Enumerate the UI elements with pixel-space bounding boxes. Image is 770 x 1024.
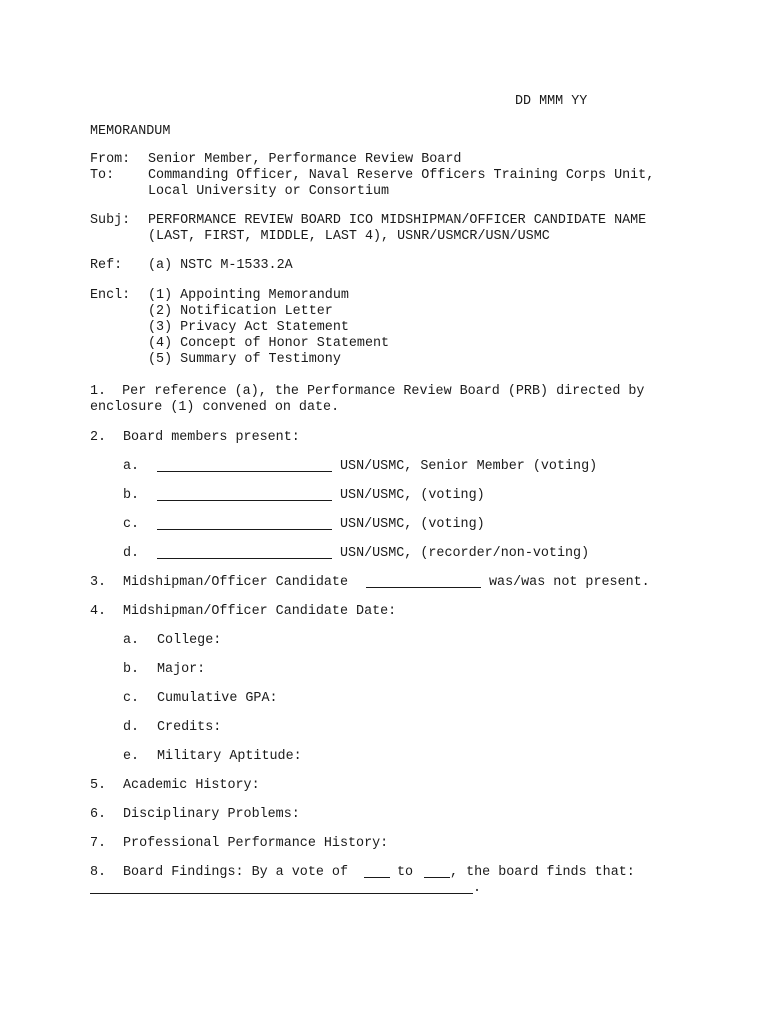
para5-number: 5. (90, 778, 107, 793)
subj-label: Subj: (90, 213, 131, 228)
memo-date: DD MMM YY (515, 94, 588, 109)
vote-against-blank[interactable] (424, 865, 450, 878)
member-name-blank[interactable] (157, 459, 332, 472)
enclosure-item: (4) Concept of Honor Statement (148, 336, 390, 351)
memo-doc-type: MEMORANDUM (90, 124, 171, 139)
data-item-label: Military Aptitude: (157, 749, 302, 764)
para4-text: Midshipman/Officer Candidate Date: (123, 604, 397, 619)
para8-mid: to (397, 865, 414, 880)
para3-suffix: was/was not present. (489, 575, 650, 590)
ref-value: (a) NSTC M-1533.2A (148, 258, 293, 273)
data-item-letter: e. (123, 749, 140, 764)
to-label: To: (90, 168, 115, 183)
para6-text: Disciplinary Problems: (123, 807, 300, 822)
member-name-blank[interactable] (157, 546, 332, 559)
para8-number: 8. (90, 865, 107, 880)
para2-text: Board members present: (123, 430, 300, 445)
para5-text: Academic History: (123, 778, 260, 793)
enclosure-item: (1) Appointing Memorandum (148, 288, 349, 303)
enclosure-item: (2) Notification Letter (148, 304, 333, 319)
to-value-line2: Local University or Consortium (148, 184, 390, 199)
member-name-blank[interactable] (157, 488, 332, 501)
data-item-letter: d. (123, 720, 140, 735)
from-value: Senior Member, Performance Review Board (148, 152, 462, 167)
member-suffix: USN/USMC, Senior Member (voting) (340, 459, 598, 474)
member-suffix: USN/USMC, (voting) (340, 517, 485, 532)
para3-prefix: Midshipman/Officer Candidate (123, 575, 348, 590)
enclosure-item: (3) Privacy Act Statement (148, 320, 349, 335)
ref-label: Ref: (90, 258, 123, 273)
member-suffix: USN/USMC, (voting) (340, 488, 485, 503)
findings-blank[interactable] (90, 881, 473, 894)
para7-text: Professional Performance History: (123, 836, 389, 851)
subj-line2: (LAST, FIRST, MIDDLE, LAST 4), USNR/USMCR/USN/USMC (148, 229, 550, 244)
data-item-label: Cumulative GPA: (157, 691, 278, 706)
data-item-letter: b. (123, 662, 140, 677)
encl-label: Encl: (90, 288, 131, 303)
data-item-label: College: (157, 633, 222, 648)
enclosure-item: (5) Summary of Testimony (148, 352, 341, 367)
para8-end: . (473, 881, 482, 896)
member-letter: b. (123, 488, 140, 503)
to-value-line1: Commanding Officer, Naval Reserve Officers Training Corps Unit, (148, 168, 655, 183)
data-item-letter: a. (123, 633, 140, 648)
para2-number: 2. (90, 430, 107, 445)
subj-line1: PERFORMANCE REVIEW BOARD ICO MIDSHIPMAN/OFFICER CANDIDATE NAME (148, 213, 647, 228)
data-item-label: Major: (157, 662, 206, 677)
para6-number: 6. (90, 807, 107, 822)
data-item-letter: c. (123, 691, 140, 706)
data-item-label: Credits: (157, 720, 222, 735)
para3-number: 3. (90, 575, 107, 590)
member-letter: a. (123, 459, 140, 474)
para8-suffix: , the board finds that: (450, 865, 635, 880)
member-suffix: USN/USMC, (recorder/non-voting) (340, 546, 590, 561)
para1-line2: enclosure (1) convened on date. (90, 400, 340, 415)
para4-number: 4. (90, 604, 107, 619)
para7-number: 7. (90, 836, 107, 851)
candidate-name-blank[interactable] (366, 575, 481, 588)
member-letter: d. (123, 546, 140, 561)
para1-line1: 1. Per reference (a), the Performance Review Board (PRB) directed by (90, 384, 645, 399)
from-label: From: (90, 152, 131, 167)
member-letter: c. (123, 517, 140, 532)
member-name-blank[interactable] (157, 517, 332, 530)
para8-prefix: Board Findings: By a vote of (123, 865, 348, 880)
vote-for-blank[interactable] (364, 865, 390, 878)
